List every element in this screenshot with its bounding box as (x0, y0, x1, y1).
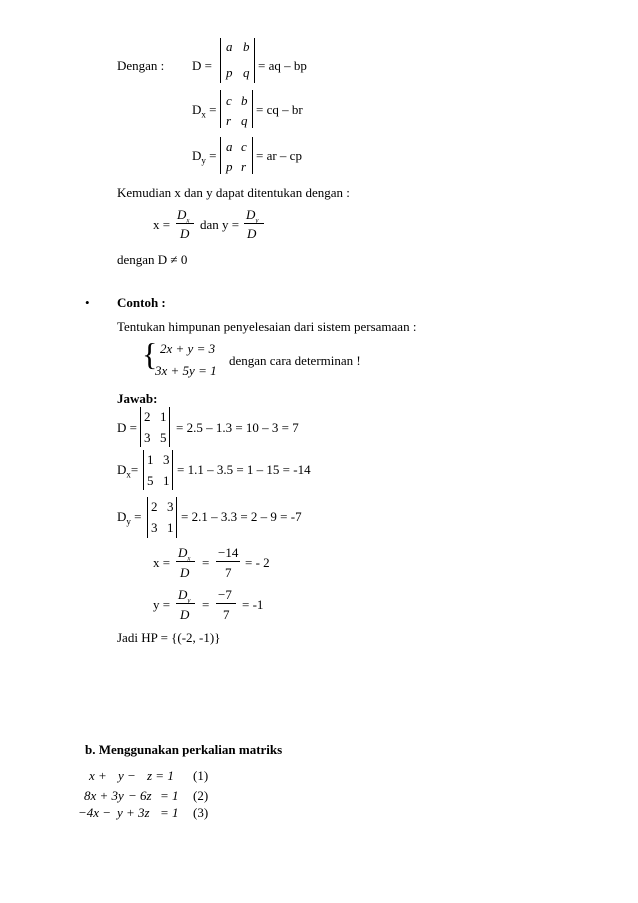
det-cell: 3 (167, 499, 174, 514)
section-b-heading: b. Menggunakan perkalian matriks (85, 742, 283, 757)
det-cell: b (243, 39, 250, 54)
det-d-label: D = (117, 420, 137, 435)
equation-2: 3x + 5y = 1 (155, 363, 217, 378)
det-bar-right (254, 38, 255, 83)
det-bar-right (169, 407, 170, 447)
fraction-numerator: $D_y$ (246, 207, 259, 225)
left-brace-icon: { (142, 336, 158, 372)
det-cell: q (243, 65, 250, 80)
fraction-bar (176, 603, 195, 604)
det-bar-left (220, 90, 221, 128)
equation-tag: (2) (193, 788, 209, 803)
det-cell: 1 (163, 473, 170, 488)
hp-conclusion: Jadi HP = {(-2, -1)} (117, 630, 221, 645)
det-cell: 1 (167, 520, 174, 535)
fraction-denominator: 7 (225, 565, 232, 580)
det-cell: c (226, 93, 232, 108)
det-cell: 2 (144, 409, 151, 424)
det-dx-result: = 1.1 – 3.5 = 1 – 15 = -14 (177, 462, 311, 477)
kemudian-text: Kemudian x dan y dapat ditentukan dengan : (117, 185, 350, 200)
det-bar-left (220, 137, 221, 174)
fraction-numerator: −7 (218, 587, 232, 602)
dan-y-label: dan y = (200, 217, 240, 232)
det-dy-result: = 2.1 – 3.3 = 2 – 9 = -7 (181, 509, 302, 524)
condition-text: dengan D ≠ 0 (117, 252, 188, 267)
det-cell: q (241, 113, 248, 128)
det-cell: 3 (144, 430, 151, 445)
det-bar-right (252, 90, 253, 128)
equals-sign: = (202, 555, 210, 570)
det-cell: 5 (160, 430, 167, 445)
det-cell: 1 (160, 409, 167, 424)
det-d-result: = 2.5 – 1.3 = 10 – 3 = 7 (176, 420, 299, 435)
fraction-denominator: D (180, 226, 190, 241)
system-eq-3-mid: y + 3z (117, 805, 150, 820)
det-cell: 3 (151, 520, 158, 535)
fraction-bar (176, 561, 195, 562)
det-bar-right (252, 137, 253, 174)
equals-sign: = (202, 597, 210, 612)
det-cell: b (241, 93, 248, 108)
x-calc-label: x = (153, 555, 171, 570)
det-dy-result: = ar – cp (256, 148, 302, 163)
y-calc-label: y = (153, 597, 171, 612)
equation-1: 2x + y = 3 (160, 341, 216, 356)
fraction-bar (244, 223, 264, 224)
det-dy-label: $D_y$ = (117, 509, 142, 527)
fraction-denominator: D (247, 226, 257, 241)
problem-text: Tentukan himpunan penyelesaian dari sistem persamaan : (117, 319, 417, 334)
equation-tag: (3) (193, 805, 209, 820)
fraction-denominator: 7 (223, 607, 230, 622)
bullet-icon: • (85, 295, 90, 310)
det-bar-right (176, 497, 177, 538)
fraction-denominator: D (180, 565, 190, 580)
dengan-label: Dengan : (117, 58, 165, 73)
det-dy-label: $D_y$ = (192, 148, 217, 166)
system-eq-1-right: z = 1 (147, 768, 174, 783)
det-cell: r (226, 113, 232, 128)
fraction-numerator: −14 (218, 545, 239, 560)
system-eq-2-right: = 1 (160, 788, 179, 803)
det-cell: a (226, 139, 233, 154)
system-eq-2-left: 8x + 3y (84, 788, 124, 803)
system-eq-2-mid: − 6z (128, 788, 152, 803)
det-cell: 1 (147, 452, 154, 467)
system-eq-3-right: = 1 (160, 805, 179, 820)
det-cell: 2 (151, 499, 158, 514)
det-d-label: D = (192, 58, 212, 73)
fraction-bar (176, 223, 194, 224)
det-dx-label: $D_x$ = (192, 102, 217, 120)
contoh-heading: Contoh : (117, 295, 166, 310)
det-dx-label: $D_x=$ (117, 462, 139, 480)
fraction-bar (216, 603, 236, 604)
system-eq-1-left: x + (89, 768, 107, 783)
fraction-denominator: D (180, 607, 190, 622)
det-d-result: = aq – bp (258, 58, 307, 73)
fraction-numerator: $D_x$ (178, 545, 191, 563)
det-cell: c (241, 139, 247, 154)
det-bar-left (147, 497, 148, 538)
det-cell: r (241, 159, 247, 174)
fraction-numerator: $D_x$ (177, 207, 190, 225)
det-bar-left (140, 407, 141, 447)
y-result: = -1 (242, 597, 264, 612)
det-dx-result: = cq – br (256, 102, 303, 117)
fraction-numerator: $D_y$ (178, 587, 191, 605)
x-label: x = (153, 217, 171, 232)
x-result: = - 2 (245, 555, 270, 570)
det-bar-right (172, 450, 173, 490)
det-cell: p (226, 65, 233, 80)
jawab-heading: Jawab: (117, 391, 158, 406)
det-cell: 3 (163, 452, 170, 467)
fraction-bar (216, 561, 240, 562)
system-eq-3-left: −4x − (78, 805, 112, 820)
det-cell: 5 (147, 473, 154, 488)
det-cell: a (226, 39, 233, 54)
equation-tag: (1) (193, 768, 209, 783)
det-bar-left (143, 450, 144, 490)
det-cell: p (226, 159, 233, 174)
system-eq-1-mid: y − (118, 768, 136, 783)
det-bar-left (220, 38, 221, 83)
method-text: dengan cara determinan ! (229, 353, 361, 368)
